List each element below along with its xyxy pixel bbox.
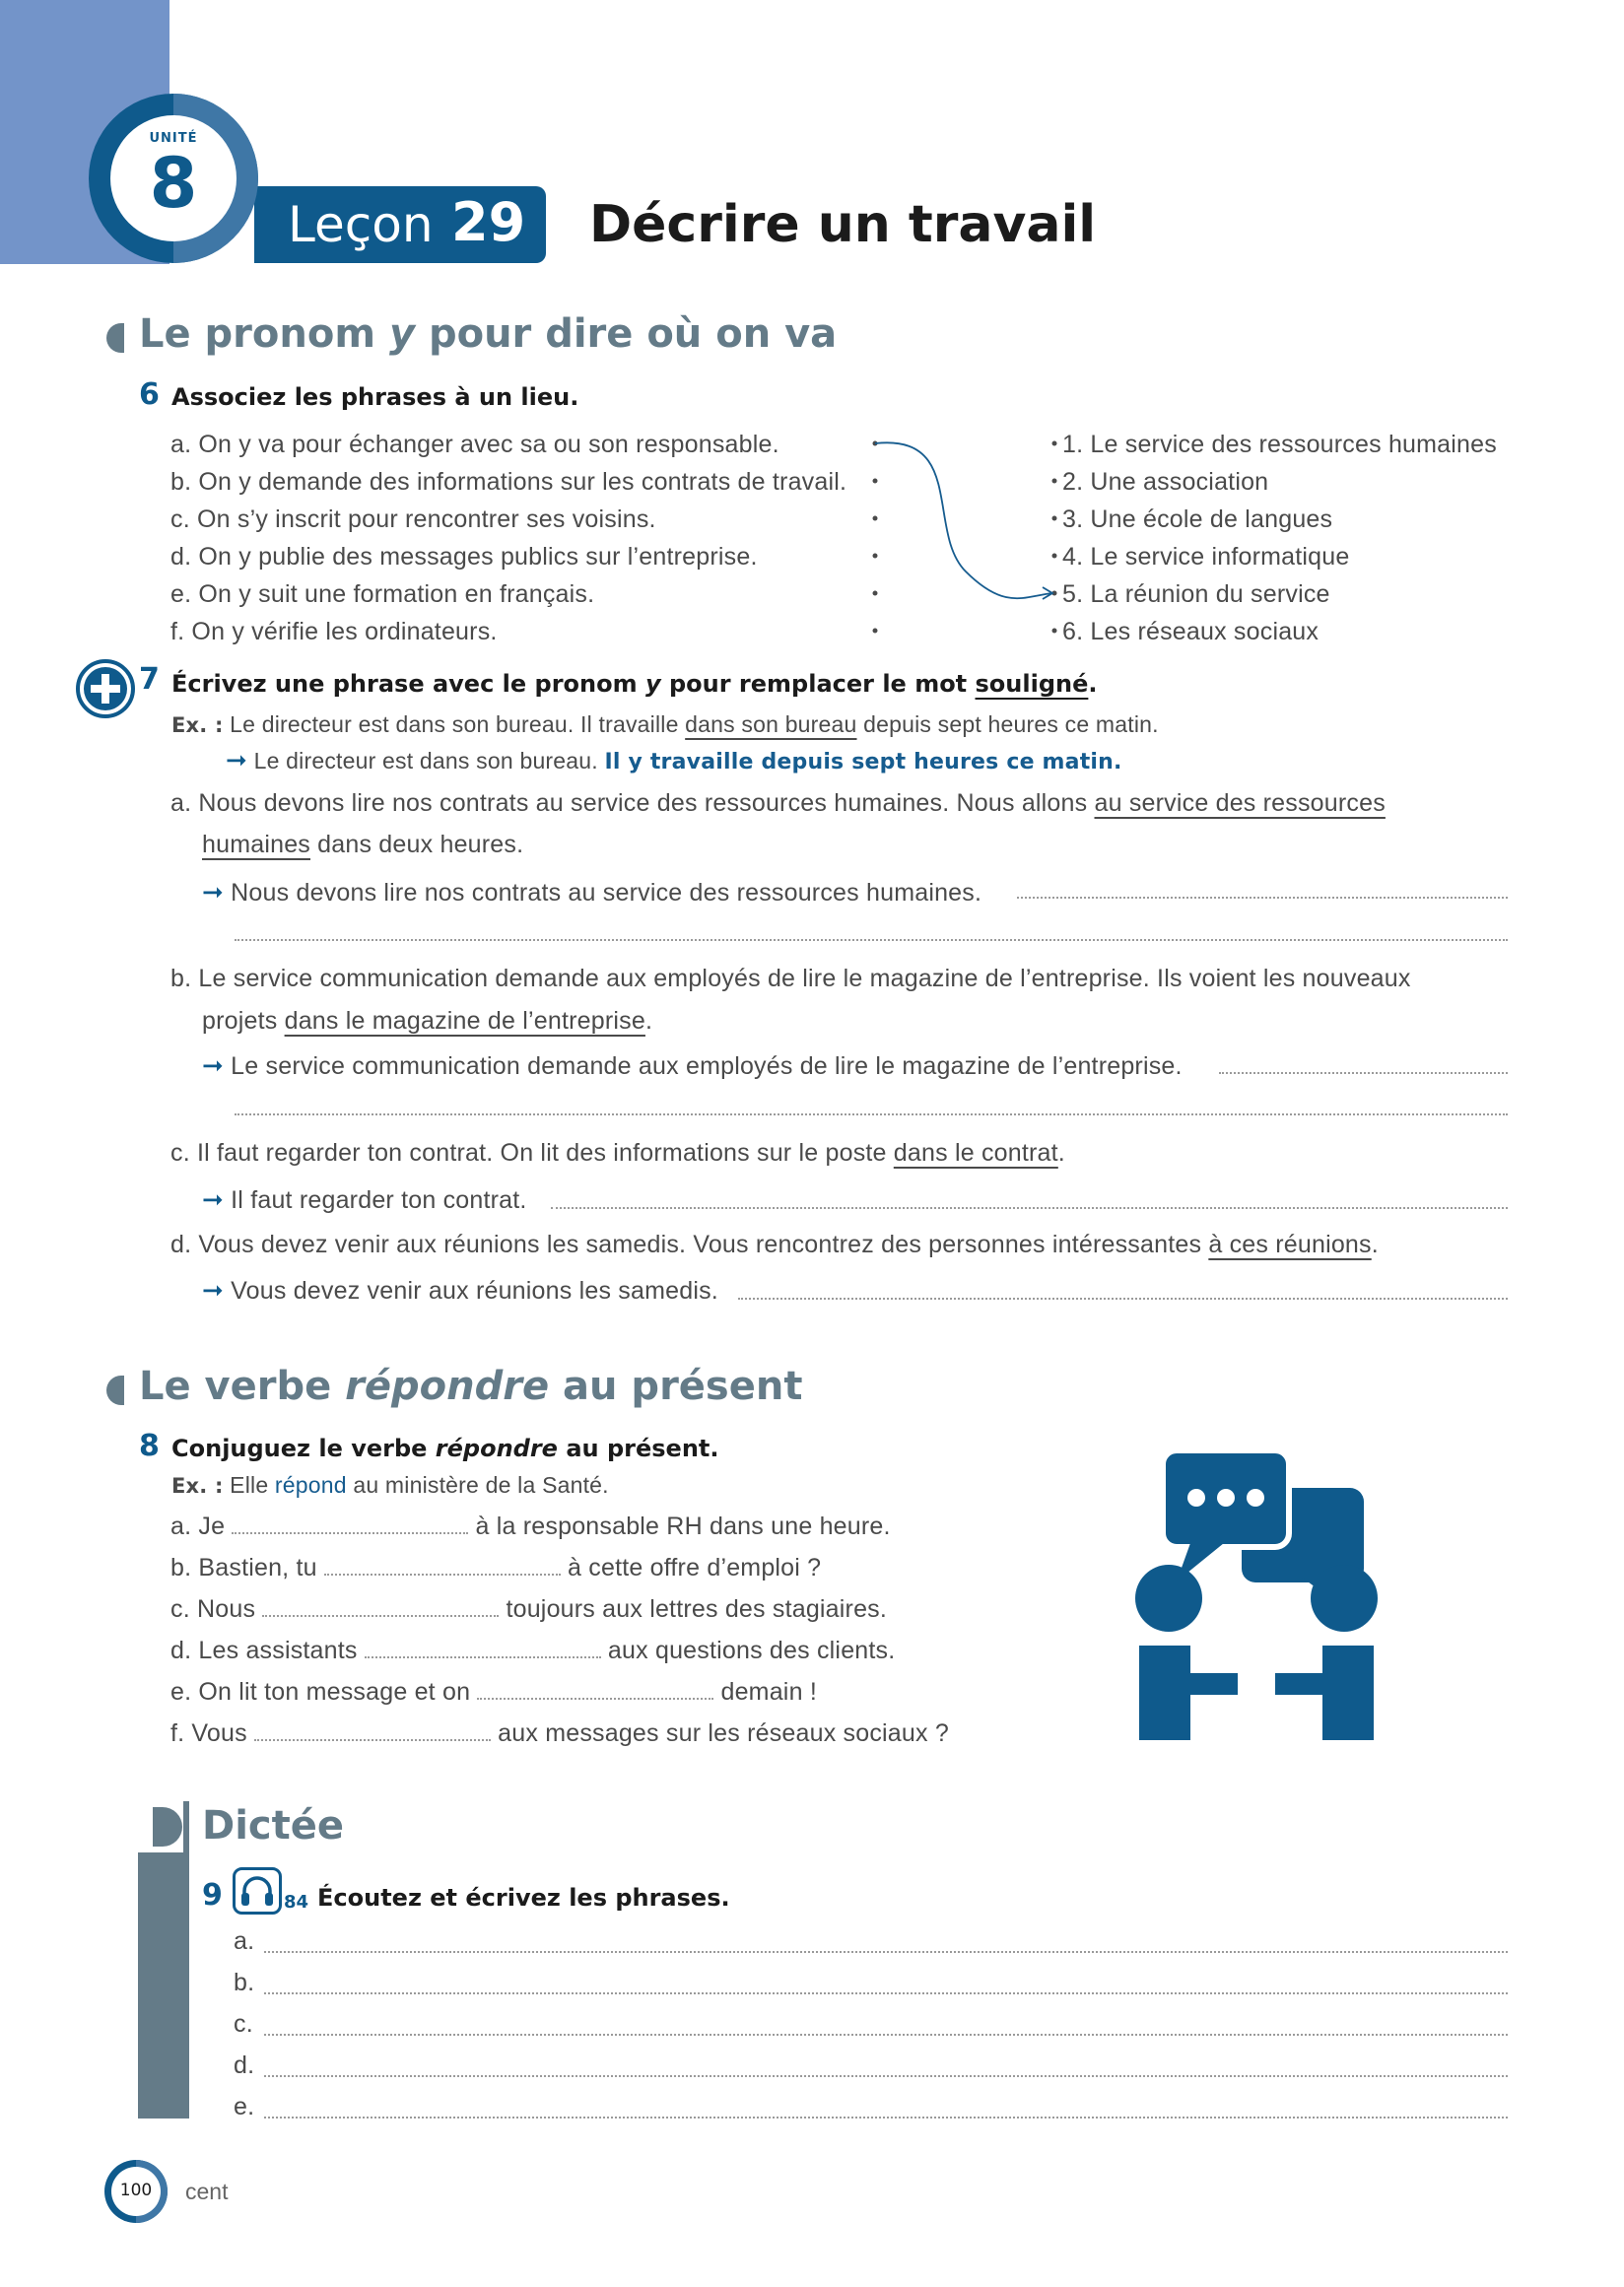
match-dot	[1052, 629, 1057, 634]
exercise-number: 8	[139, 1429, 160, 1463]
exercise-item-a: a. Nous devons lire nos contrats au service des ressources humaines. Nous allons au service des ressources	[170, 789, 1386, 817]
unit-label: UNITÉ	[149, 131, 198, 146]
matching-lines	[857, 424, 1074, 650]
conjugation-item: c. Nous toujours aux lettres des stagiaires.	[170, 1595, 888, 1623]
section-title-verbe-repondre: Le verbe répondre au présent	[139, 1364, 803, 1409]
blank-field[interactable]	[254, 1721, 491, 1741]
dictee-line-label: b.	[234, 1969, 255, 1996]
example-answer: ➞ Le directeur est dans son bureau. Il y travaille depuis sept heures ce matin.	[226, 745, 1122, 774]
list-item: 4. Le service informatique	[1062, 543, 1350, 571]
list-item: d. On y publie des messages publics sur l’entreprise.	[170, 543, 758, 571]
dictee-line-label: e.	[234, 2093, 255, 2120]
example-line: Ex. : Elle répond au ministère de la Santé.	[171, 1472, 609, 1498]
exercise-number: 7	[139, 662, 160, 697]
answer-line[interactable]	[738, 1298, 1508, 1300]
blank-field[interactable]	[262, 1597, 499, 1617]
dictee-line[interactable]	[264, 1992, 1508, 1994]
answer-prompt: ➞ Il faut regarder ton contrat.	[202, 1184, 527, 1214]
answer-line[interactable]	[1219, 1072, 1508, 1074]
match-dot	[873, 516, 878, 521]
exercise-item-d: d. Vous devez venir aux réunions les samedis. Vous rencontrez des personnes intéressantes à ces réunions.	[170, 1231, 1379, 1258]
list-item: 3. Une école de langues	[1062, 505, 1333, 533]
track-number: 84	[284, 1892, 309, 1913]
arrow-icon: ➞	[202, 877, 224, 907]
plus-circle-icon	[75, 658, 136, 719]
unit-number: 8	[149, 143, 198, 224]
example-line: Ex. : Le directeur est dans son bureau. Il travaille dans son bureau depuis sept heures ce matin.	[171, 711, 1159, 737]
exercise-instruction: Associez les phrases à un lieu.	[171, 383, 579, 411]
match-dot	[873, 479, 878, 484]
match-dot	[1052, 516, 1057, 521]
exercise-instruction: Conjuguez le verbe répondre au présent.	[171, 1435, 719, 1462]
dictee-line[interactable]	[264, 2117, 1508, 2119]
lesson-number: 29	[451, 191, 526, 253]
blank-field[interactable]	[324, 1556, 561, 1576]
list-item: c. On s’y inscrit pour rencontrer ses voisins.	[170, 505, 656, 533]
blank-field[interactable]	[232, 1514, 468, 1534]
list-item: e. On y suit une formation en français.	[170, 580, 595, 608]
answer-line[interactable]	[551, 1207, 1508, 1209]
headphones-icon[interactable]	[233, 1867, 282, 1915]
exercise-instruction: Écoutez et écrivez les phrases.	[317, 1884, 730, 1912]
section-marker	[106, 1376, 124, 1405]
conversation-people-icon	[1133, 1448, 1389, 1744]
list-item: a. On y va pour échanger avec sa ou son responsable.	[170, 431, 779, 458]
conjugation-item: b. Bastien, tu à cette offre d’emploi ?	[170, 1554, 822, 1581]
answer-line[interactable]	[235, 939, 1508, 941]
dictee-line[interactable]	[264, 1951, 1508, 1953]
dictee-title: Dictée	[202, 1803, 345, 1849]
exercise-item-a-cont: humaines dans deux heures.	[202, 831, 524, 858]
dictee-line[interactable]	[264, 2034, 1508, 2036]
dictee-line-label: c.	[234, 2010, 253, 2038]
list-item: 1. Le service des ressources humaines	[1062, 431, 1497, 458]
conjugation-item: d. Les assistants aux questions des clients.	[170, 1637, 896, 1664]
conjugation-item: f. Vous aux messages sur les réseaux sociaux ?	[170, 1719, 949, 1747]
section-marker	[106, 323, 124, 353]
exercise-item-b: b. Le service communication demande aux employés de lire le magazine de l’entreprise. Ils voient les nouveaux	[170, 965, 1411, 992]
match-dot	[873, 591, 878, 596]
page-title: Décrire un travail	[589, 195, 1097, 254]
list-item: b. On y demande des informations sur les contrats de travail.	[170, 468, 847, 496]
arrow-icon: ➞	[226, 745, 247, 774]
dictee-line-label: a.	[234, 1927, 255, 1955]
arrow-icon: ➞	[202, 1275, 224, 1305]
lesson-word: Leçon	[288, 196, 434, 253]
conjugation-item: e. On lit ton message et on demain !	[170, 1678, 817, 1706]
arrow-icon: ➞	[202, 1184, 224, 1214]
answer-line[interactable]	[235, 1113, 1508, 1115]
answer-prompt: ➞ Vous devez venir aux réunions les samedis.	[202, 1275, 718, 1305]
answer-prompt: ➞ Le service communication demande aux employés de lire le magazine de l’entreprise.	[202, 1050, 1183, 1080]
section-title-pronom-y: Le pronom y pour dire où on va	[139, 311, 838, 357]
exercise-item-c: c. Il faut regarder ton contrat. On lit des informations sur le poste dans le contrat.	[170, 1139, 1065, 1167]
blank-field[interactable]	[477, 1680, 713, 1700]
match-dot	[873, 554, 878, 559]
page-word: cent	[185, 2179, 229, 2204]
list-item: 5. La réunion du service	[1062, 580, 1330, 608]
match-dot	[873, 629, 878, 634]
answer-prompt: ➞ Nous devons lire nos contrats au service des ressources humaines.	[202, 877, 982, 907]
list-item: 2. Une association	[1062, 468, 1269, 496]
blank-field[interactable]	[365, 1639, 601, 1658]
arrow-icon: ➞	[202, 1050, 224, 1080]
match-dot	[1052, 554, 1057, 559]
conjugation-item: a. Je à la responsable RH dans une heure.	[170, 1513, 891, 1540]
exercise-number: 6	[139, 377, 160, 412]
dictee-line-label: d.	[234, 2052, 255, 2079]
exercise-item-b-cont: projets dans le magazine de l’entreprise.	[202, 1007, 653, 1035]
list-item: 6. Les réseaux sociaux	[1062, 618, 1320, 645]
dictee-line[interactable]	[264, 2075, 1508, 2077]
list-item: f. On y vérifie les ordinateurs.	[170, 618, 498, 645]
match-dot	[1052, 479, 1057, 484]
match-dot	[1052, 441, 1057, 446]
answer-line[interactable]	[1017, 897, 1508, 899]
exercise-number: 9	[202, 1878, 223, 1913]
page-number: 100	[119, 2181, 153, 2200]
exercise-instruction: Écrivez une phrase avec le pronom y pour remplacer le mot souligné.	[171, 670, 1098, 698]
match-connector	[875, 442, 1052, 598]
